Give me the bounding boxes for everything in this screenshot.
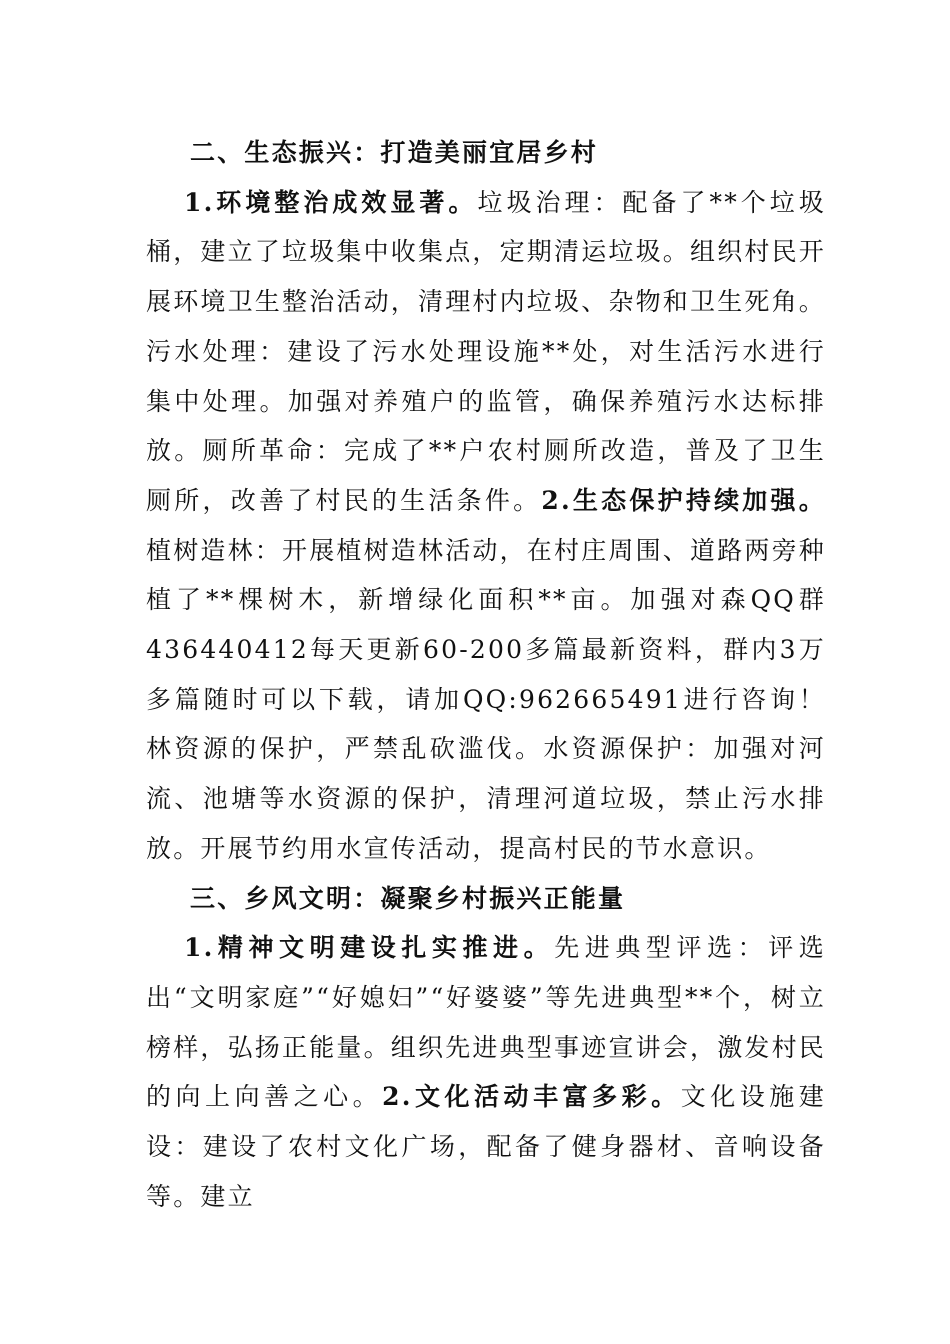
paragraph-text: 文化设施建设：建设了农村文化广场，配备了健身器材、音响设备等。建立 [146,1082,826,1211]
paragraph-text: 先进典型评选：评选出“文明家庭”“好媳妇”“好婆婆”等先进典型**个，树立榜样，弘扬正能量。组织先进典型事迹宣讲会，激发村民的向上向善之心。 [146,933,827,1112]
section-heading-ecology: 二、生态振兴：打造美丽宜居乡村 [190,138,599,167]
paragraph-ecology [146,178,826,874]
paragraph-text: 垃圾治理：配备了**个垃圾桶，建立了垃圾集中收集点，定期清运垃圾。组织村民开展环境卫生整治活动，清理村内垃圾、杂物和卫生死角。污水处理：建设了污水处理设施**处，对生活污水进行集中处理。加强对养殖户的监管，确保养殖污水达标排放。厕所革命：完成了**户农村厕所改造，普及了卫生厕所，改善了村民的生活条件。 [146,187,827,515]
paragraph-civilization [146,923,826,1221]
subheading-environment: 1.环境整治成效显著。 [184,187,478,217]
subheading-cultural-activities: 2.文化活动丰富多彩。 [382,1082,681,1112]
document-body [146,128,826,1221]
paragraph-text: 植树造林：开展植树造林活动，在村庄周围、道路两旁种植了**棵树木，新增绿化面积**亩。加强对森QQ群436440412每天更新60-200多篇最新资料，群内3万多篇随时可以下载，请加QQ:962665491进行咨询！林资源的保护，严禁乱砍滥伐。水资源保护：加强对河流、池塘等水资源的保护，清理河道垃圾，禁止污水排放。开展节约用水宣传活动，提高村民的节水意识。 [146,535,827,863]
section-heading-civilization: 三、乡风文明：凝聚乡村振兴正能量 [190,883,626,913]
subheading-spiritual-civilization: 1.精神文明建设扎实推进。 [184,933,555,963]
subheading-ecological-protection: 2.生态保护持续加强。 [541,485,826,515]
